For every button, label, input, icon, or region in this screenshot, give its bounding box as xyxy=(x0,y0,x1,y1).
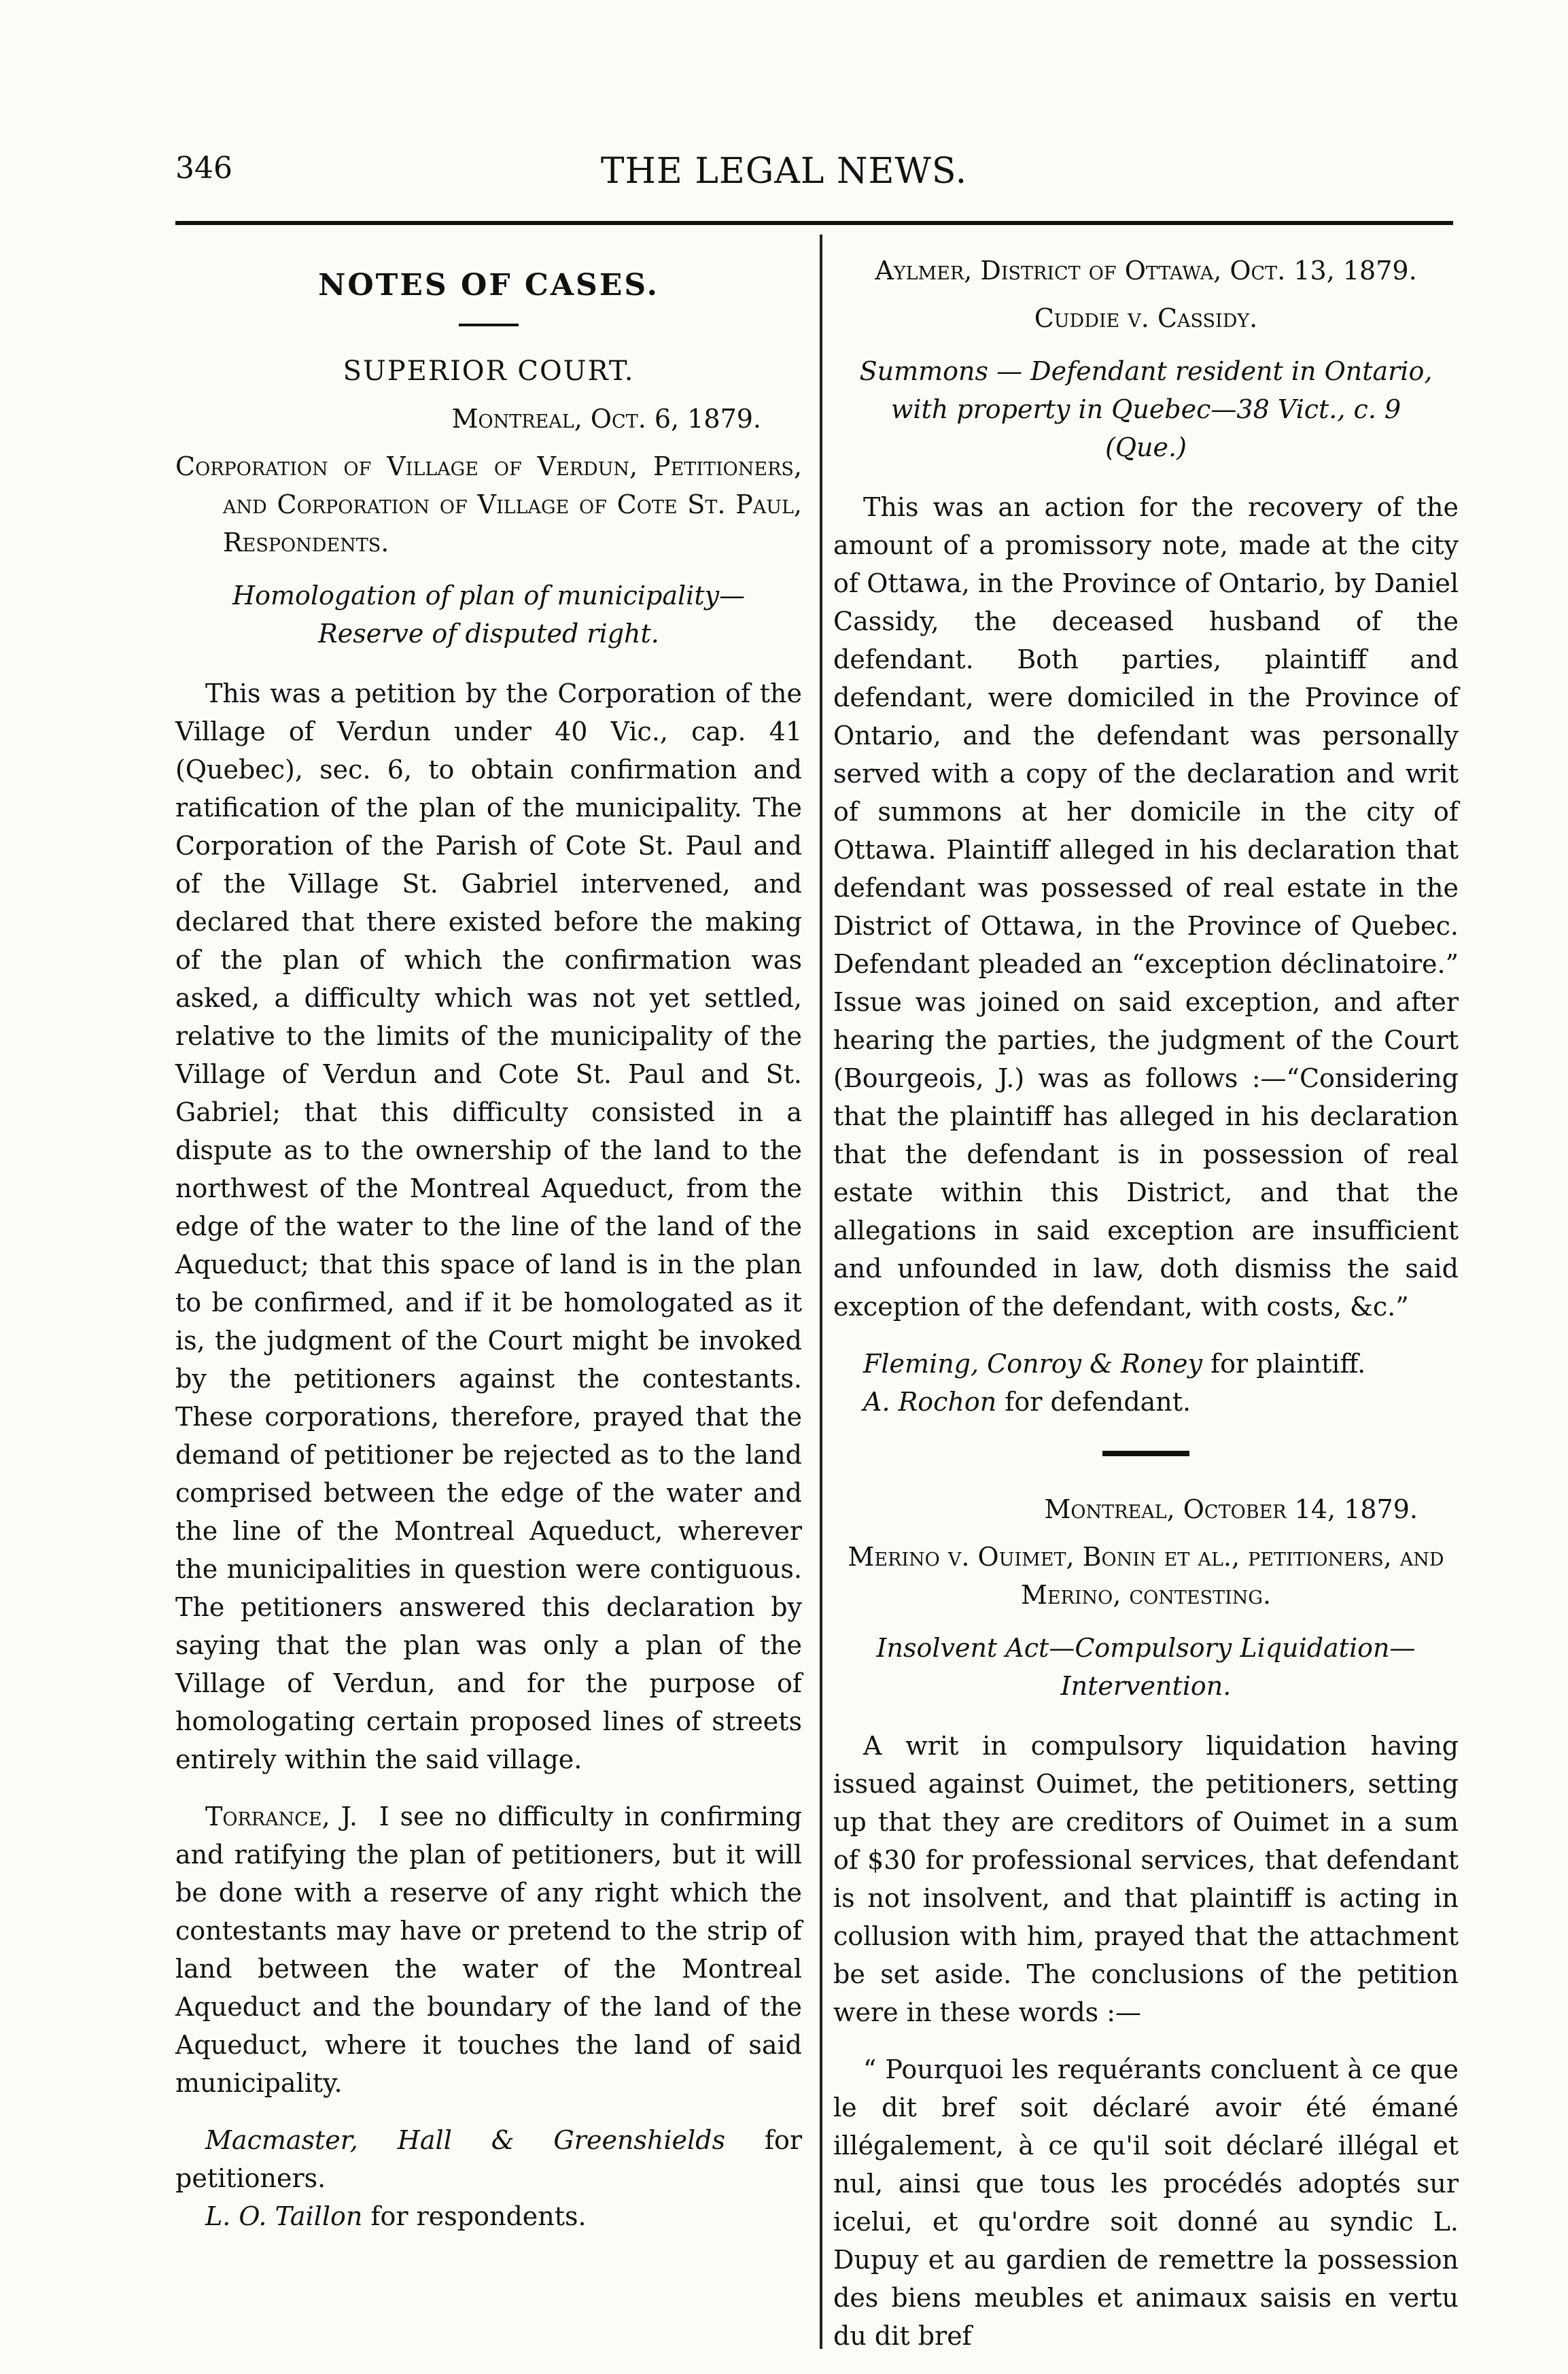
case-body: This was a petition by the Corporation of the Village of Verdun under 40 Vic., cap. 41 (Quebec), sec. 6, to obtain confirmation and ratification of the plan of the municipality. The Corporation of the Parish of Cote St. Paul and of the Village St. Gabriel intervened, and declared that there existed before the making of the plan of which the confirmation was asked, a difficulty which was not yet settled, relative to the limits of the municipality of the Village of Verdun and Cote St. Paul and St. Gabriel; that this difficulty consisted in a dispute as to the ownership of the land to the northwest of the Montreal Aqueduct, from the edge of the water to the line of the land of the Aqueduct; that this space of land is in the plan to be confirmed, and if it be homologated as it is, the judgment of the Court might be invoked by the petitioners against the contestants. These corporations, therefore, prayed that the demand of petitioner be rejected as to the land comprised between the edge of the water and the line of the Montreal Aqueduct, wherever the municipalities in question were contiguous. The petitioners answered this declaration by saying that the plan was only a plan of the Village of Verdun, and for the purpose of homologating certain proposed lines of streets entirely within the said village. xyxy=(175,678,802,1774)
counsel-role: for petitioners. xyxy=(175,2125,802,2193)
case-dateline xyxy=(175,400,802,438)
counsel-name: Macmaster, Hall & Greenshields xyxy=(205,2125,725,2155)
case-separator-rule xyxy=(1102,1451,1189,1456)
case-headnote: Homologation of plan of municipality—Reserve of disputed right. xyxy=(232,581,746,649)
right-column xyxy=(833,252,1459,2374)
page-number: 346 xyxy=(175,151,232,186)
header-rule xyxy=(175,221,1453,225)
counsel-line xyxy=(175,2197,802,2235)
counsel-role: for plaintiff. xyxy=(1210,1349,1366,1379)
title-rule xyxy=(459,324,519,326)
case-parties: Corporation of Village of Verdun, Petitioners, and Corporation of Village of Cote St. Paul, Respondents. xyxy=(175,451,802,557)
case-headnote: Insolvent Act—Compulsory Liquidation—Intervention. xyxy=(876,1633,1416,1701)
case-dateline xyxy=(833,1490,1459,1528)
case-headnote: Summons — Defendant resident in Ontario, with property in Quebec—38 Vict., c. 9 (Que.) xyxy=(859,356,1433,462)
case-quote: “ Pourquoi les requérants concluent à ce que le dit bref soit déclaré avoir été émané illégalement, à ce qu'il soit déclaré illégal et nul, ainsi que tous les procédés adoptés sur icelui, et qu'ordre soit donné au syndic L. Dupuy et au gardien de remettre la possession des biens meubles et animaux saisis en vertu du dit bref xyxy=(833,2054,1459,2351)
running-title: THE LEGAL NEWS. xyxy=(600,151,968,192)
counsel-role: for respondents. xyxy=(370,2201,587,2231)
judgment-text: I see no difficulty in confirming and ratifying the plan of petitioners, but it will be done with a reserve of any right which the contestants may have or pretend to the strip of land between the water of the Montreal Aqueduct and the boundary of the land of the Aqueduct, where it touches the land of said municipality. xyxy=(175,1802,802,2098)
counsel-line xyxy=(833,1383,1459,1421)
court-name: SUPERIOR COURT. xyxy=(343,356,635,387)
judgment-paragraph xyxy=(175,1797,802,2102)
case-body: This was an action for the recovery of the amount of a promissory note, made at the city of Ottawa, in the Province of Ontario, by Daniel Cassidy, the deceased husband of the defendant. Both parties, plaintiff and defendant, were domiciled in the Province of Ontario, and the defendant was personally served with a copy of the declaration and writ of summons at her domicile in the city of Ottawa. Plaintiff alleged in his declaration that defendant was possessed of real estate in the District of Ottawa, in the Province of Quebec. Defendant pleaded an “exception déclinatoire.” Issue was joined on said exception, and after hearing the parties, the judgment of the Court (Bourgeois, J.) was as follows :—“Considering that the plaintiff has alleged in his declaration that the defendant is in possession of real estate within this District, and that the allegations in said exception are insufficient and unfounded in law, doth dismiss the said exception of the defendant, with costs, &c.” xyxy=(833,492,1459,1322)
counsel-name: A. Rochon xyxy=(863,1387,997,1417)
case-body: A writ in compulsory liquidation having issued against Ouimet, the petitioners, setting up that they are creditors of Ouimet in a sum of $30 for professional services, that defendant is not insolvent, and that plaintiff is acting in collusion with him, prayed that the attachment be set aside. The conclusions of the petition were in these words :— xyxy=(833,1731,1459,2027)
column-divider xyxy=(820,235,822,2349)
counsel-role: for defendant. xyxy=(1005,1387,1191,1417)
section-title: NOTES OF CASES. xyxy=(318,268,659,303)
counsel-line xyxy=(833,1345,1459,1383)
judge-name: Torrance, J. xyxy=(205,1802,358,1831)
case-parties: Cuddie v. Cassidy. xyxy=(1034,303,1258,333)
dateline-text: Aylmer, District of Ottawa, Oct. 13, 1879. xyxy=(875,256,1417,286)
left-column xyxy=(175,252,802,2235)
counsel-name: L. O. Taillon xyxy=(205,2201,363,2231)
counsel-line xyxy=(175,2121,802,2197)
case-parties: Merino v. Ouimet, Bonin et al., petitioners, and Merino, contesting. xyxy=(848,1542,1444,1610)
dateline-text: Montreal, October 14, 1879. xyxy=(1044,1494,1418,1524)
counsel-name: Fleming, Conroy & Roney xyxy=(863,1349,1202,1379)
case-dateline xyxy=(833,252,1459,290)
dateline-text: Montreal, Oct. 6, 1879. xyxy=(451,404,761,434)
